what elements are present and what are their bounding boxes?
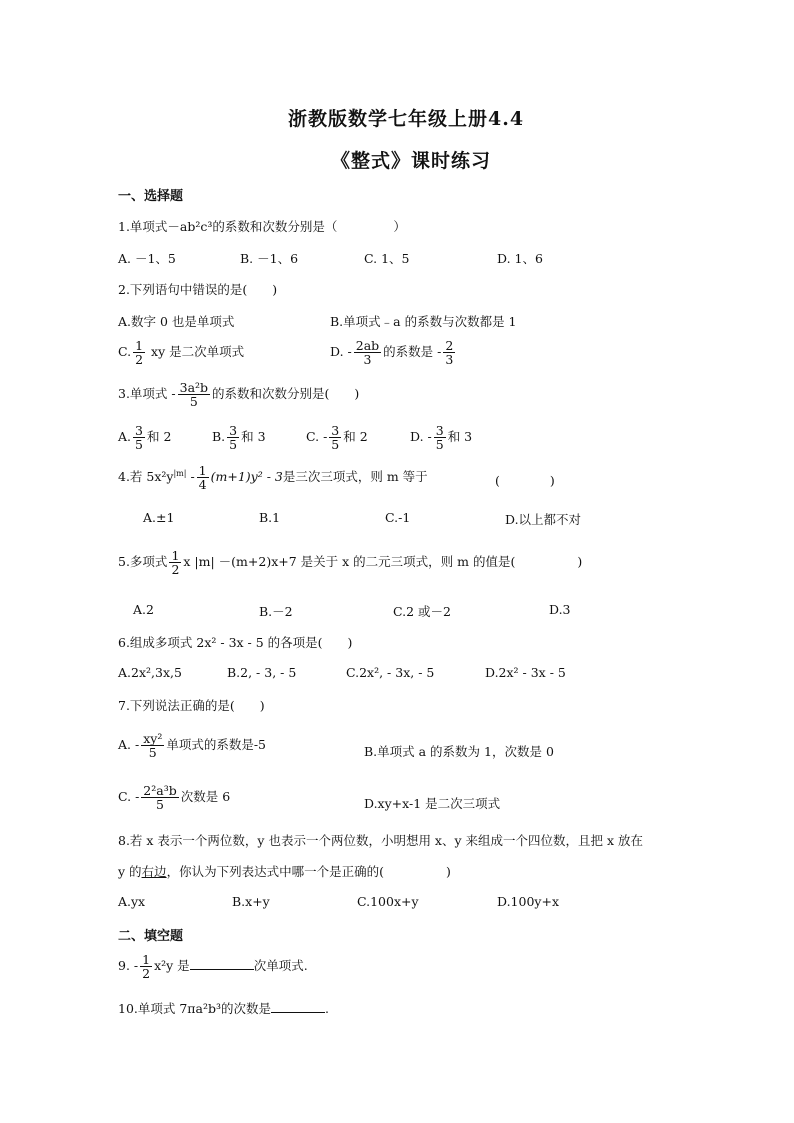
question-3-option-a: A. $\frac{3}{5}$ 和 2: [118, 423, 172, 453]
question-5-option-c: C.2 或－2: [393, 604, 451, 619]
question-2-option-c: C. $\frac{1}{2}$ xy 是二次单项式: [118, 338, 245, 368]
question-1-option-b: B. －1、6: [240, 251, 299, 266]
question-3-option-b: B. $\frac{3}{5}$ 和 3: [212, 423, 266, 453]
fraction: $\frac{1}{4}$: [198, 463, 207, 493]
question-3-option-d: D. - $\frac{3}{5}$ 和 3: [410, 423, 473, 453]
fraction: $\frac{\text{3a²b}}{5}$: [179, 380, 209, 410]
question-3-option-c: C. - $\frac{3}{5}$ 和 2: [306, 423, 368, 453]
question-6-option-b: B.2, - 3, - 5: [227, 665, 297, 680]
doc-title-line2: 《整式》课时练习: [331, 150, 492, 172]
question-8-option-b: B.x+y: [232, 894, 270, 909]
fraction: $\frac{1}{2}$: [142, 952, 151, 982]
question-3-stem: 3.单项式 - $\frac{\text{3a²b}}{5}$ 的系数和次数分别是( ): [118, 380, 360, 410]
answer-blank: [271, 1011, 325, 1013]
doc-title-line1: 浙教版数学七年级上册4.4: [288, 108, 525, 130]
question-8-line2: y 的右边，你认为下列表达式中哪一个是正确的( ): [118, 864, 451, 879]
question-7-option-a: A. - $\frac{\text{xy²}}{5}$ 单项式的系数是-5: [118, 731, 267, 761]
question-4-option-d: D.以上都不对: [505, 512, 582, 527]
question-6-option-c: C.2x², - 3x, - 5: [346, 665, 435, 680]
question-6-option-a: A.2x²,3x,5: [118, 665, 182, 680]
question-4-option-a: A.±1: [143, 510, 175, 525]
question-5-stem: 5.多项式 $\frac{1}{2}$ x |m| －(m+2)x+7 是关于 x 的二元三项式，则 m 的值是( ): [118, 548, 583, 578]
question-7-option-c: C. - $\frac{\text{2²a³b}}{5}$ 次数是 6: [118, 783, 231, 813]
question-5-option-b: B.－2: [259, 604, 293, 619]
section-heading-fill: 二、填空题: [118, 929, 184, 944]
underlined-word: 右边: [141, 864, 167, 879]
fraction: $\frac{\text{xy²}}{5}$: [143, 731, 163, 761]
question-1-option-d: D. 1、6: [497, 251, 543, 266]
question-7-option-d: D.xy+x-1 是二次三项式: [364, 796, 501, 811]
question-2-option-a: A.数字 0 也是单项式: [118, 314, 235, 329]
question-2-option-b: B.单项式﹣a 的系数与次数都是 1: [330, 314, 517, 329]
question-4-option-b: B.1: [259, 510, 281, 525]
fraction: $\frac{2}{3}$: [445, 338, 454, 368]
fraction: $\frac{2ab}{3}$: [355, 338, 380, 368]
fraction: $\frac{1}{2}$: [135, 338, 144, 368]
fraction: $\frac{\text{2²a³b}}{5}$: [143, 783, 177, 813]
question-1-stem: [118, 217, 406, 235]
question-2-option-d: D. - $\frac{2ab}{3}$ 的系数是 - $\frac{2}{3}$: [330, 338, 454, 368]
question-4-option-c: C.-1: [385, 510, 411, 525]
question-5-option-a: A.2: [133, 602, 154, 617]
question-8-option-c: C.100x+y: [357, 894, 419, 909]
question-6-stem: 6.组成多项式 2x² - 3x - 5 的各项是( ): [118, 635, 353, 650]
section-heading-choice: 一、选择题: [118, 189, 184, 204]
fraction: $\frac{1}{2}$: [171, 548, 180, 578]
question-4-answer-paren: ( ): [495, 473, 555, 488]
question-1-option-c: C. 1、5: [364, 251, 410, 266]
question-8-line1: 8.若 x 表示一个两位数，y 也表示一个两位数，小明想用 x、y 来组成一个四位数，且把 x 放在: [118, 833, 644, 848]
question-10: 10.单项式 7πa²b³的次数是 .: [118, 1001, 329, 1016]
question-7-option-b: B.单项式 a 的系数为 1，次数是 0: [364, 744, 554, 759]
question-5-option-d: D.3: [549, 602, 571, 617]
question-2-stem: 2.下列语句中错误的是( ): [118, 282, 278, 297]
question-1-option-a: A. －1、5: [118, 251, 176, 266]
question-7-stem: 7.下列说法正确的是( ): [118, 698, 265, 713]
question-8-option-a: A.yx: [118, 894, 146, 909]
question-6-option-d: D.2x² - 3x - 5: [485, 665, 566, 680]
question-9: 9. - $\frac{1}{2}$ x²y 是 次单项式.: [118, 952, 308, 982]
question-4-stem: 4.若 $5x^2y^{|m|}$ - $\frac{1}{4}$ (m+1)y² - 3是三次三项式，则 m 等于: [118, 463, 428, 493]
question-8-option-d: D.100y+x: [497, 894, 559, 909]
question-1-close: ）: [393, 219, 406, 234]
answer-blank: [190, 968, 254, 970]
question-1-text: 1.单项式－ab²c³的系数和次数分别是（: [118, 219, 338, 234]
